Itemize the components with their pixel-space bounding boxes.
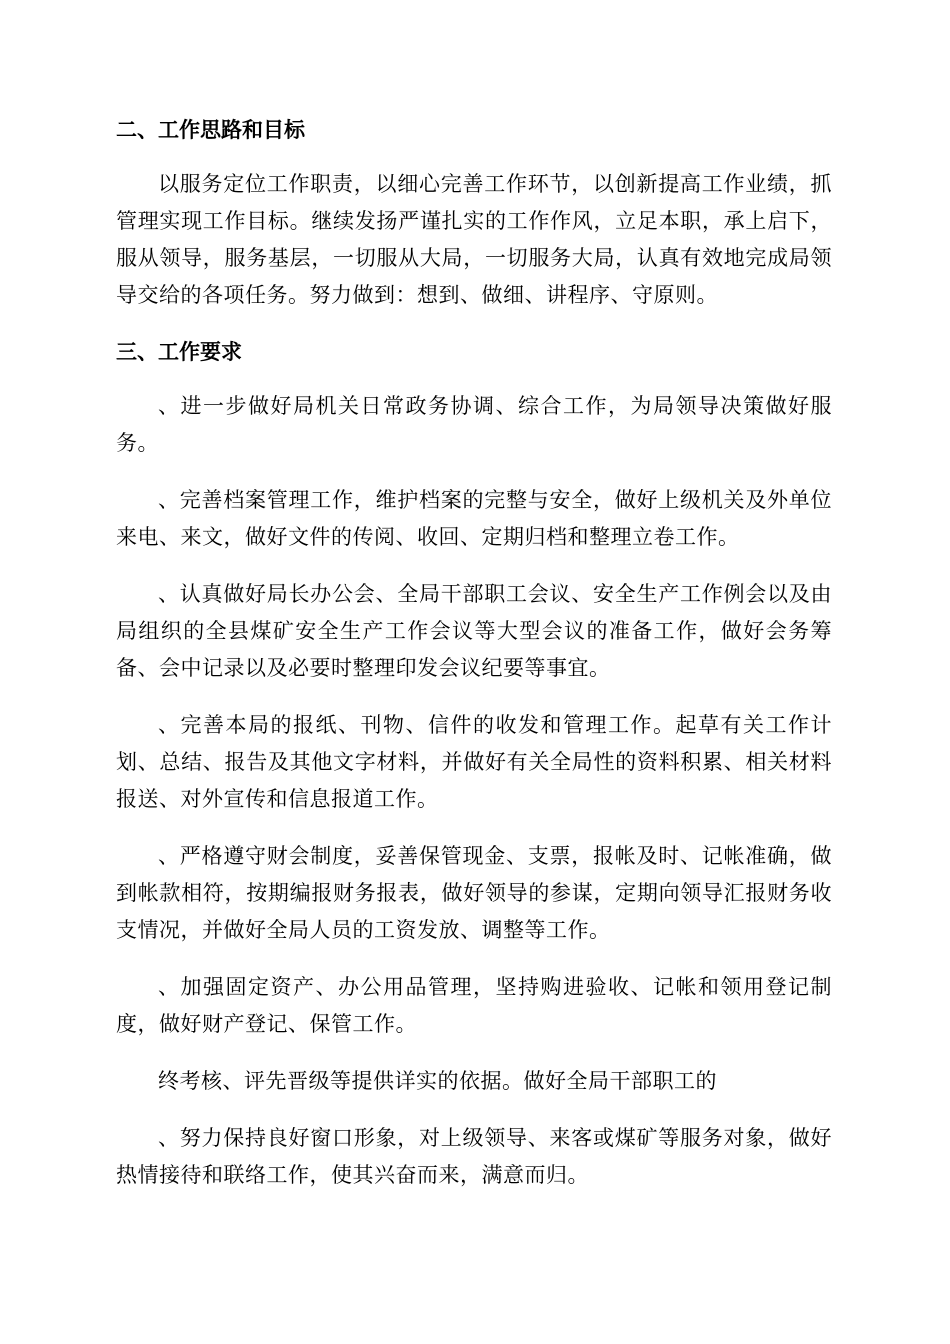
paragraph: 、完善档案管理工作，维护档案的完整与安全，做好上级机关及外单位来电、来文，做好文件的传阅、收回、定期归档和整理立卷工作。 [116, 488, 832, 549]
paragraph: 、进一步做好局机关日常政务协调、综合工作，为局领导决策做好服务。 [116, 394, 832, 455]
section-heading-requirements: 三、工作要求 [116, 340, 242, 364]
paragraph: 、加强固定资产、办公用品管理，坚持购进验收、记帐和领用登记制度，做好财产登记、保管工作。 [116, 975, 832, 1036]
document-body [116, 112, 832, 1214]
paragraph: 终考核、评先晋级等提供详实的依据。做好全局干部职工的 [158, 1069, 717, 1093]
section-heading-ideas-goals: 二、工作思路和目标 [116, 118, 305, 142]
paragraph: 以服务定位工作职责，以细心完善工作环节，以创新提高工作业绩，抓管理实现工作目标。继续发扬严谨扎实的工作作风，立足本职，承上启下，服从领导，服务基层，一切服从大局，一切服务大局，认真有效地完成局领导交给的各项任务。努力做到：想到、做细、讲程序、守原则。 [116, 172, 832, 307]
paragraph: 、认真做好局长办公会、全局干部职工会议、安全生产工作例会以及由局组织的全县煤矿安全生产工作会议等大型会议的准备工作，做好会务筹备、会中记录以及必要时整理印发会议纪要等事宜。 [116, 582, 832, 680]
paragraph: 、完善本局的报纸、刊物、信件的收发和管理工作。起草有关工作计划、总结、报告及其他文字材料，并做好有关全局性的资料积累、相关材料报送、对外宣传和信息报道工作。 [116, 713, 832, 811]
paragraph: 、严格遵守财会制度，妥善保管现金、支票，报帐及时、记帐准确，做到帐款相符，按期编报财务报表，做好领导的参谋，定期向领导汇报财务收支情况，并做好全局人员的工资发放、调整等工作。 [116, 844, 832, 942]
paragraph: 、努力保持良好窗口形象，对上级领导、来客或煤矿等服务对象，做好热情接待和联络工作，使其兴奋而来，满意而归。 [116, 1126, 832, 1187]
